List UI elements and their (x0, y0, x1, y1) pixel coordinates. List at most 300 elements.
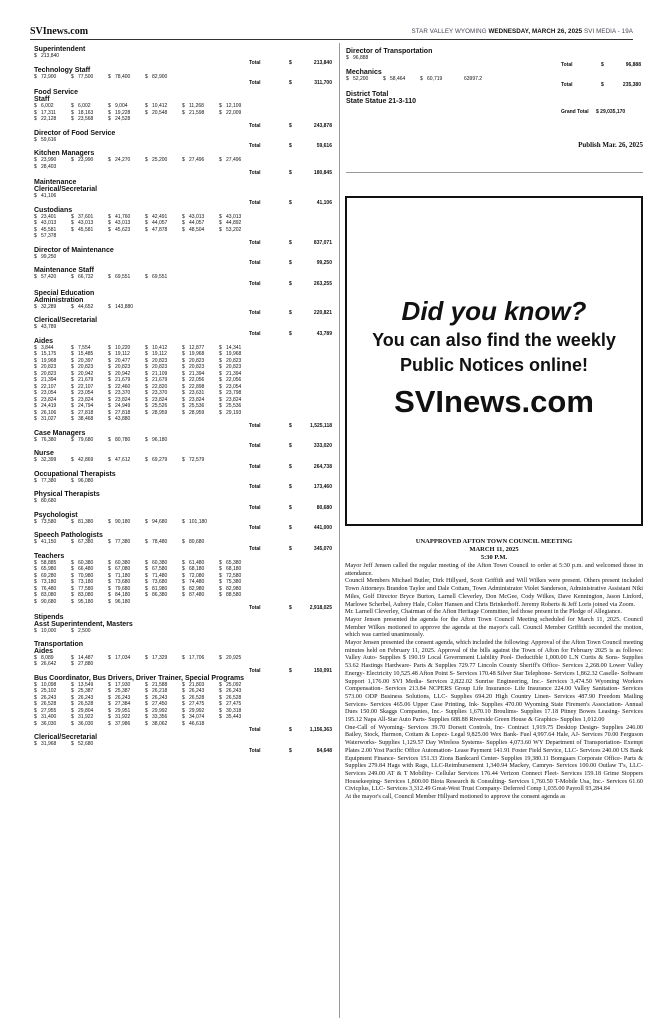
salary-value: 41,150 (41, 539, 57, 545)
dollar-sign: $ (219, 579, 222, 585)
salary-value: 143,880 (115, 303, 134, 310)
salary-value: 29,951 (115, 707, 131, 714)
dollar-sign: $ (34, 344, 37, 351)
dollar-sign: $ (289, 143, 292, 149)
section-heading: Food Service (34, 89, 78, 96)
salary-value: 26,528 (78, 701, 94, 707)
dollar-sign: $ (145, 585, 148, 592)
salary-value: 26,218 (152, 688, 168, 694)
dollar-sign: $ (219, 383, 222, 390)
dollar-sign: $ (289, 545, 292, 552)
category-heading: Director of Maintenance (34, 246, 114, 254)
salary-value: 44,057 (189, 220, 205, 226)
dollar-sign: $ (145, 157, 148, 163)
salary-value: 32,399 (41, 457, 57, 463)
dollar-sign: $ (219, 566, 222, 572)
dollar-sign: $ (108, 344, 111, 351)
salary-value: 10,000 (41, 628, 57, 634)
issue-date: WEDNESDAY, MARCH 26, 2025 (488, 28, 583, 35)
total-amount: 96,888 (625, 61, 641, 68)
salary-value: 69,279 (152, 457, 168, 463)
salary-value: 20,823 (152, 357, 168, 364)
dollar-sign: $ (182, 396, 185, 403)
salary-value: 29,992 (152, 707, 168, 714)
salary-value: 77,580 (78, 585, 94, 592)
dollar-sign: $ (182, 383, 185, 390)
category-heading: Bus Coordinator, Bus Drivers, Driver Trainer, Special Programs (34, 674, 245, 682)
dollar-sign: $ (182, 592, 185, 598)
salary-value: 43,013 (189, 213, 205, 220)
dollar-sign: $ (34, 457, 37, 463)
dollar-sign: $ (71, 654, 74, 661)
salary-value: 96,180 (115, 598, 131, 605)
ad-line-2: Public Notices online! (399, 355, 589, 375)
salary-value: 23,054 (78, 390, 94, 396)
dollar-sign: $ (71, 383, 74, 390)
salary-value: 25,536 (189, 403, 205, 409)
total-label: Total (249, 330, 261, 337)
salary-value: 96,888 (353, 55, 369, 61)
salary-value: 28,959 (189, 409, 205, 416)
category-heading: Superintendent (34, 46, 86, 53)
category-heading: Administration (34, 296, 84, 304)
minutes-paragraph: Mayor Jensen presented the agenda for the Afton Town Council Meeting scheduled for March 11, 2025. Council Member Wilkes motioned to approve the agenda at the mayor's call. Council Member Griffith seconded the motion, which was carried unanimously. (345, 616, 643, 639)
dollar-sign: $ (108, 364, 111, 370)
dollar-sign: $ (145, 226, 148, 233)
salary-value: 35,443 (226, 714, 242, 720)
salary-value: 26,106 (41, 409, 57, 416)
salary-value: 70,980 (78, 572, 94, 579)
salary-value: 67,580 (152, 566, 168, 572)
salary-value: 15,175 (41, 351, 57, 357)
dollar-sign: $ (145, 383, 148, 390)
dollar-sign: $ (182, 390, 185, 396)
dollar-sign: $ (219, 396, 222, 403)
salary-value: 13,549 (78, 681, 94, 688)
total-row (34, 668, 332, 675)
dollar-sign: $ (34, 396, 37, 403)
salary-value: 2,500 (78, 628, 91, 634)
dollar-sign: $ (71, 116, 74, 122)
salary-value: 17,311 (41, 109, 56, 116)
dollar-sign: $ (34, 116, 37, 122)
dollar-sign: $ (182, 226, 185, 233)
dollar-sign: $ (71, 585, 74, 592)
dollar-sign: $ (182, 572, 185, 579)
dollar-sign: $ (219, 344, 222, 351)
dollar-sign: $ (145, 220, 148, 226)
salary-value: 67,080 (115, 566, 131, 572)
site-name[interactable]: SVInews.com (30, 26, 89, 37)
salary-value: 69,551 (115, 274, 131, 280)
salary-value: 43,013 (115, 220, 131, 226)
salary-value: 31,968 (41, 741, 57, 747)
dollar-sign: $ (108, 103, 111, 109)
total-row (346, 82, 641, 89)
dollar-sign: $ (71, 377, 74, 383)
salary-value: 32,289 (41, 303, 57, 310)
salary-value: 47,612 (115, 457, 131, 463)
dollar-sign: $ (219, 220, 222, 226)
salary-value: 11,268 (189, 103, 204, 109)
salary-value: 44,652 (78, 303, 94, 310)
category-heading: Asst Superintendent, Masters (34, 621, 133, 628)
ad-url[interactable]: SVInews.com (394, 384, 594, 419)
minutes-time: 5:30 P.M. (480, 554, 508, 561)
dollar-sign: $ (108, 73, 111, 80)
ad-line-1: You can also find the weekly (372, 330, 616, 350)
salary-value: 17,930 (115, 681, 131, 688)
dollar-sign: $ (182, 377, 185, 383)
total-row (34, 310, 332, 317)
dollar-sign: $ (108, 714, 111, 720)
dollar-sign: $ (108, 701, 111, 707)
total-row (34, 240, 332, 247)
dollar-sign: $ (289, 504, 292, 511)
dollar-sign: $ (289, 330, 292, 337)
dollar-sign: $ (34, 498, 37, 504)
salary-value: 23,824 (41, 396, 57, 403)
salary-value: 36,030 (41, 720, 57, 727)
dollar-sign: $ (219, 592, 222, 598)
salary-value: 23,054 (41, 390, 57, 396)
dollar-sign: $ (108, 396, 111, 403)
salary-value: 24,528 (115, 116, 131, 122)
dollar-sign: $ (601, 61, 604, 68)
dollar-sign: $ (71, 457, 74, 463)
dollar-sign: $ (34, 409, 37, 416)
dollar-sign: $ (71, 701, 74, 707)
dollar-sign: $ (108, 518, 111, 525)
salary-value: 17,034 (115, 654, 131, 661)
dollar-sign: $ (34, 681, 37, 688)
salary-value: 67,380 (78, 539, 94, 545)
dollar-sign: $ (34, 220, 37, 226)
salary-value: 82,980 (189, 585, 205, 592)
dollar-sign: $ (71, 73, 74, 80)
salary-value: 10,220 (115, 344, 131, 351)
dollar-sign: $ (71, 213, 74, 220)
salary-value: 22,460 (115, 383, 131, 390)
salary-value: 21,598 (189, 109, 205, 116)
dollar-sign: $ (34, 628, 37, 634)
category-heading: Nurse (34, 450, 54, 457)
dollar-sign: $ (34, 707, 37, 714)
dollar-sign: $ (289, 59, 292, 66)
category-heading: Director of Transportation (346, 48, 433, 55)
salary-value: 78,480 (152, 539, 168, 545)
salary-value: 25,102 (41, 688, 57, 694)
total-amount: 264,738 (313, 463, 332, 470)
salary-value: 22,009 (226, 109, 242, 116)
dollar-sign: $ (71, 707, 74, 714)
dollar-sign: $ (219, 409, 222, 416)
salary-value: 15,485 (78, 351, 94, 357)
dollar-sign: $ (219, 377, 222, 383)
dollar-sign: $ (71, 403, 74, 409)
salary-value: 72,579 (189, 457, 205, 463)
salary-value: 19,228 (115, 109, 131, 116)
total-label: Total (249, 727, 261, 733)
category-heading: Speech Pathologists (34, 532, 103, 539)
total-amount: 213,840 (313, 59, 332, 66)
dollar-sign: $ (219, 351, 222, 357)
dollar-sign: $ (219, 213, 222, 220)
dollar-sign: $ (34, 157, 37, 163)
dollar-sign: $ (145, 357, 148, 364)
salary-value: 80,780 (115, 436, 131, 443)
salary-value: 26,528 (41, 701, 57, 707)
salary-value: 73,180 (41, 579, 57, 585)
category-heading: Custodians (34, 206, 73, 214)
salary-value: 65,980 (41, 566, 57, 572)
total-amount: 180,845 (313, 170, 332, 176)
dollar-sign: $ (219, 370, 222, 377)
dollar-sign: $ (71, 539, 74, 545)
dollar-sign: $ (108, 688, 111, 694)
dollar-sign: $ (108, 566, 111, 572)
salary-value: 76,380 (41, 436, 57, 443)
salary-value: 23,054 (226, 383, 242, 390)
salary-value: 25,387 (78, 688, 94, 694)
category-heading: Clerical/Secretarial (34, 186, 98, 193)
salary-value: 60,719 (427, 75, 443, 82)
salary-value: 10,412 (152, 103, 168, 109)
dollar-sign: $ (34, 303, 37, 310)
dollar-sign: $ (34, 518, 37, 525)
salary-value: 12,877 (189, 344, 205, 351)
total-amount: 1,525,118 (310, 422, 332, 429)
dollar-sign: $ (34, 539, 37, 545)
salary-value: 33,356 (152, 714, 168, 720)
dollar-sign: $ (108, 592, 111, 598)
dollar-sign: $ (108, 681, 111, 688)
dollar-sign: $ (34, 598, 37, 605)
dollar-sign: $ (71, 714, 74, 720)
category-heading: Physical Therapists (34, 491, 100, 498)
minutes-paragraph: At the mayor's call, Council Member Hillyard motioned to approve the consent agenda as (345, 794, 566, 801)
salary-value: 81,980 (152, 585, 168, 592)
category-heading: Clerical/Secretarial (34, 734, 98, 741)
dollar-sign: $ (346, 55, 349, 61)
salary-value: 14,487 (78, 654, 94, 661)
salary-value: 34,074 (189, 714, 205, 720)
dollar-sign: $ (145, 409, 148, 416)
dollar-sign: $ (34, 351, 37, 357)
salary-value: 76,480 (41, 585, 57, 592)
dollar-sign: $ (108, 694, 111, 701)
salary-value: 27,818 (115, 409, 131, 416)
total-label: Total (249, 280, 261, 287)
dollar-sign: $ (182, 157, 185, 163)
dollar-sign: $ (182, 344, 185, 351)
dollar-sign: $ (145, 579, 148, 585)
salary-value: 42,869 (78, 457, 94, 463)
salary-value: 83,080 (78, 592, 94, 598)
salary-value: 21,394 (226, 370, 242, 377)
salary-value: 43,013 (78, 220, 94, 226)
dollar-sign: $ (145, 436, 148, 443)
salary-value: 23,824 (226, 396, 242, 403)
dollar-sign: $ (108, 351, 111, 357)
dollar-sign: $ (71, 661, 74, 667)
salary-value: 20,823 (189, 357, 205, 364)
salary-value: 10,412 (152, 344, 168, 351)
salary-value: 44,892 (226, 220, 242, 226)
minutes-paragraph: Council Members Michael Butler, Dirk Hillyard, Scott Griffith and Will Wilkes were present. Others present included Town Attorneys Brandon Taylor and Dale Cottam, Town Administrator Violet Sanderson, Administrative Assistant Niki Miles, Golf Director Bryce Burton, Larnell Cleverley, Don McGee, Cody Wilkes, Dave Kennington, Jason Linford, Marlowe Scherbel, Aubrey Hale, Colter Hansen and Chris Brinkerhoff. Jeremy Roberts & Jeff Loris joined via Zoom. (345, 578, 643, 608)
salary-value: 26,243 (115, 694, 131, 701)
total-label: Total (249, 525, 261, 531)
salary-value: 73,680 (152, 579, 168, 585)
salary-value: 63997.2 (464, 75, 483, 82)
salary-value: 90,180 (115, 518, 131, 525)
total-label: Total (249, 199, 261, 206)
dollar-sign: $ (108, 274, 111, 280)
salary-value: 71,480 (152, 572, 168, 579)
minutes-date: MARCH 11, 2025 (469, 546, 519, 553)
dollar-sign: $ (108, 220, 111, 226)
dollar-sign: $ (108, 416, 111, 422)
dollar-sign: $ (108, 403, 111, 409)
dollar-sign: $ (145, 720, 148, 727)
salary-value: 78,400 (115, 73, 131, 80)
dollar-sign: $ (289, 422, 292, 429)
dollar-sign: $ (71, 518, 74, 525)
salary-value: 23,798 (226, 390, 242, 396)
salary-value: 21,394 (41, 377, 57, 383)
dollar-sign: $ (108, 377, 111, 383)
salary-value: 44,057 (152, 220, 168, 226)
total-row (34, 423, 332, 430)
edition-label: SVI MEDIA - 19A (584, 28, 633, 35)
salary-value: 26,243 (226, 688, 242, 694)
dollar-sign: $ (420, 75, 423, 82)
dollar-sign: $ (34, 566, 37, 572)
salary-value: 26,243 (152, 694, 168, 701)
dollar-sign: $ (145, 592, 148, 598)
grand-total-row (346, 109, 641, 116)
total-label: Total (249, 170, 261, 176)
dollar-sign: $ (71, 572, 74, 579)
total-amount: 311,700 (314, 80, 332, 86)
total-amount: 2,918,025 (309, 605, 332, 611)
total-label: Total (249, 260, 261, 266)
dollar-sign: $ (145, 103, 148, 109)
dollar-sign: $ (182, 707, 185, 714)
salary-value: 25,092 (226, 681, 242, 688)
masthead (30, 26, 633, 38)
salary-value: 20,397 (78, 357, 94, 364)
total-label: Total (249, 605, 261, 611)
salary-value: 23,824 (115, 396, 131, 403)
salary-value: 19,112 (115, 351, 130, 357)
salary-value: 22,056 (226, 377, 242, 383)
dollar-sign: $ (145, 457, 148, 463)
dollar-sign: $ (289, 667, 292, 674)
salary-value: 29,193 (226, 409, 242, 416)
salary-value: 45,581 (78, 226, 94, 233)
salary-value: 60,380 (152, 559, 168, 566)
dollar-sign: $ (145, 73, 148, 80)
spacer (34, 635, 332, 639)
salary-value: 41,106 (41, 193, 57, 199)
dollar-sign: $ (71, 357, 74, 364)
dollar-sign: $ (34, 701, 37, 707)
dollar-sign: $ (34, 324, 37, 330)
salary-value: 23,370 (115, 390, 131, 396)
dollar-sign: $ (108, 572, 111, 579)
total-row (34, 331, 332, 338)
salary-value: 36,030 (78, 720, 94, 727)
section-heading: District Total (346, 91, 389, 98)
total-row (34, 484, 332, 491)
dollar-sign: $ (71, 226, 74, 233)
salary-value: 99,250 (41, 253, 57, 260)
salary-value: 72,080 (189, 572, 205, 579)
dollar-sign: $ (108, 383, 111, 390)
total-row (34, 170, 332, 177)
grand-total-amount: $ 29,035,170 (596, 109, 626, 115)
salary-value: 24,794 (78, 403, 94, 409)
dollar-sign: $ (145, 707, 148, 714)
total-amount: 99,250 (316, 260, 332, 266)
salary-value: 21,394 (189, 370, 205, 377)
category-heading: Mechanics (346, 68, 382, 76)
salary-value: 23,370 (152, 390, 168, 396)
dollar-sign: $ (108, 116, 111, 122)
dollar-sign: $ (145, 370, 148, 377)
dollar-sign: $ (108, 579, 111, 585)
salary-value: 17,706 (189, 654, 205, 661)
dollar-sign: $ (71, 741, 74, 747)
category-heading: Occupational Therapists (34, 470, 116, 478)
dollar-sign: $ (34, 213, 37, 220)
total-label: Total (561, 61, 573, 68)
salary-row (34, 628, 332, 635)
dollar-sign: $ (145, 701, 148, 707)
dollar-sign: $ (182, 364, 185, 370)
salary-value: 57,378 (41, 233, 57, 239)
salary-value: 20,823 (189, 364, 205, 370)
category-heading: Maintenance Staff (34, 267, 94, 274)
total-row (34, 727, 332, 734)
dollar-sign: $ (289, 239, 292, 246)
salary-value: 66,732 (78, 274, 94, 280)
header-rule (30, 39, 633, 40)
dollar-sign: $ (289, 727, 292, 733)
category-heading: Clerical/Secretarial (34, 317, 98, 324)
total-amount: 150,091 (313, 667, 332, 674)
total-label: Total (249, 310, 261, 316)
salary-value: 25,200 (152, 157, 168, 163)
salary-value: 9,004 (115, 103, 128, 109)
dollar-sign: $ (71, 303, 74, 310)
salary-value: 43,013 (41, 220, 57, 226)
category-heading: State Statue 21-3-110 (346, 98, 417, 105)
salary-value: 21,109 (152, 370, 168, 377)
salary-value: 24,949 (115, 403, 131, 409)
salary-value: 94,680 (152, 518, 168, 525)
dollar-sign: $ (182, 681, 185, 688)
public-notices-ad[interactable] (345, 196, 643, 526)
dollar-sign: $ (145, 714, 148, 720)
dollar-sign: $ (182, 585, 185, 592)
dollar-sign: $ (108, 598, 111, 605)
dollar-sign: $ (289, 525, 292, 531)
total-label: Total (249, 443, 261, 449)
dollar-sign: $ (108, 390, 111, 396)
dollar-sign: $ (108, 559, 111, 566)
